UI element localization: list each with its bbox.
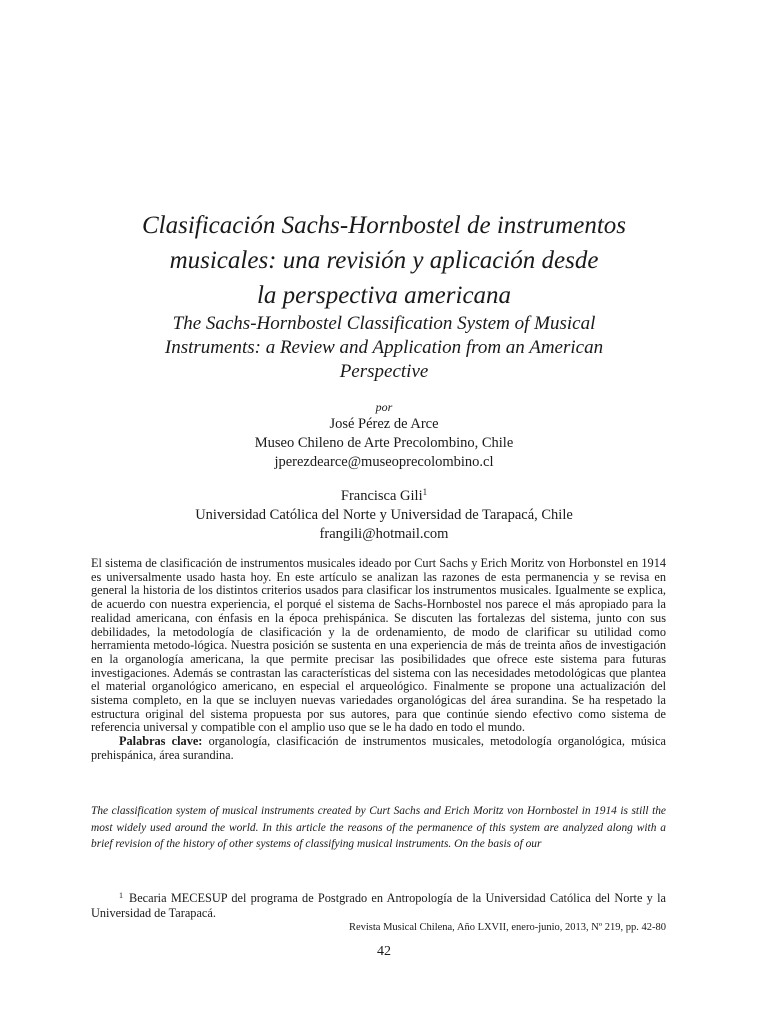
title-spanish <box>90 208 678 313</box>
footnote-number: 1 <box>119 891 123 900</box>
author-2-name: Francisca Gili <box>340 488 423 504</box>
keywords-list: organología, clasificación de instrumentos musicales, metodología organológica, música prehispánica, área surandina. <box>91 734 666 762</box>
title-en-line-2: Instruments: a Review and Application from an American <box>164 337 604 358</box>
title-en-line-3: Perspective <box>339 361 429 382</box>
page-number: 42 <box>377 944 391 959</box>
title-es-line-1: Clasificación Sachs-Hornbostel de instrumentos <box>142 212 626 239</box>
author-2-email[interactable]: frangili@hotmail.com <box>319 526 449 542</box>
title-es-line-3: la perspectiva americana <box>256 282 512 309</box>
keywords-label: Palabras clave: <box>119 734 203 749</box>
author-block <box>90 399 678 544</box>
abstract-es-body: El sistema de clasificación de instrumentos musicales ideado por Curt Sachs y Erich Moritz von Horbonstel en 1914 es universalmente usado hasta hoy. En este artículo se analizan las razones de esta permanencia y se revisa en general la historia de los distintos criterios usados para clasificar los instrumentos musicales. Igualmente se explica, de acuerdo con nuestra experiencia, el porqué el sistema de Sachs-Hornbostel nos parece el más apropiado para la realidad americana, con énfasis en la época prehispánica. Se discuten las fortalezas del sistema, junto con sus debilidades, la metodología de clasificación y la de ordenamiento, de modo de clarificar su utilidad como herramienta metodo-lógica. Nuestra posición se sustenta en una experiencia de más de treinta años de investigación en la organología americana, la que permite precisar las posibilidades que ofrece este sistema para futuras investigaciones. Además se contrastan las características del sistema con las necesidades metodológicas que plantea el material organológico americano, en especial el arqueológico. Finalmente se propone una actualización del sistema completo, en la que se incluyen nuevas variedades organológicas del área surandina. Se ha respetado la estructura original del sistema propuesta por sus autores, para que continúe siendo efectivo como sistema de referencia universal y compatible con el amplio uso que se le ha dado en todo el mundo. <box>91 556 666 735</box>
keywords-es <box>91 735 666 762</box>
by-label: por <box>375 400 393 414</box>
abstract-spanish <box>91 557 666 763</box>
journal-reference: Revista Musical Chilena, Año LXVII, enero-junio, 2013, Nº 219, pp. 42-80 <box>348 922 666 933</box>
author-1-email[interactable]: jperezdearce@museoprecolombino.cl <box>274 454 494 470</box>
title-en-line-1: The Sachs-Hornbostel Classification System of Musical <box>172 313 596 334</box>
author-2-line <box>90 487 678 506</box>
abstract-english <box>91 803 666 853</box>
footnote-text: Becaria MECESUP del programa de Postgrado en Antropología de la Universidad Católica del Norte y la Universidad de Tarapacá. <box>91 891 666 920</box>
footnote <box>91 891 666 921</box>
title-es-line-2: musicales: una revisión y aplicación desde <box>169 247 599 274</box>
title-english <box>90 312 678 384</box>
author-1-name: José Pérez de Arce <box>329 416 439 432</box>
author-1-affiliation: Museo Chileno de Arte Precolombino, Chile <box>254 435 514 451</box>
footnote-mark[interactable]: 1 <box>422 487 428 497</box>
author-2-affiliation: Universidad Católica del Norte y Universidad de Tarapacá, Chile <box>195 507 573 523</box>
abstract-en-body: The classification system of musical instruments created by Curt Sachs and Erich Moritz von Hornbostel in 1914 is still the most widely used around the world. In this article the reasons of the permanence of this system are analyzed along with a brief revision of the history of other systems of classifying musical instruments. On the basis of our <box>91 805 666 851</box>
